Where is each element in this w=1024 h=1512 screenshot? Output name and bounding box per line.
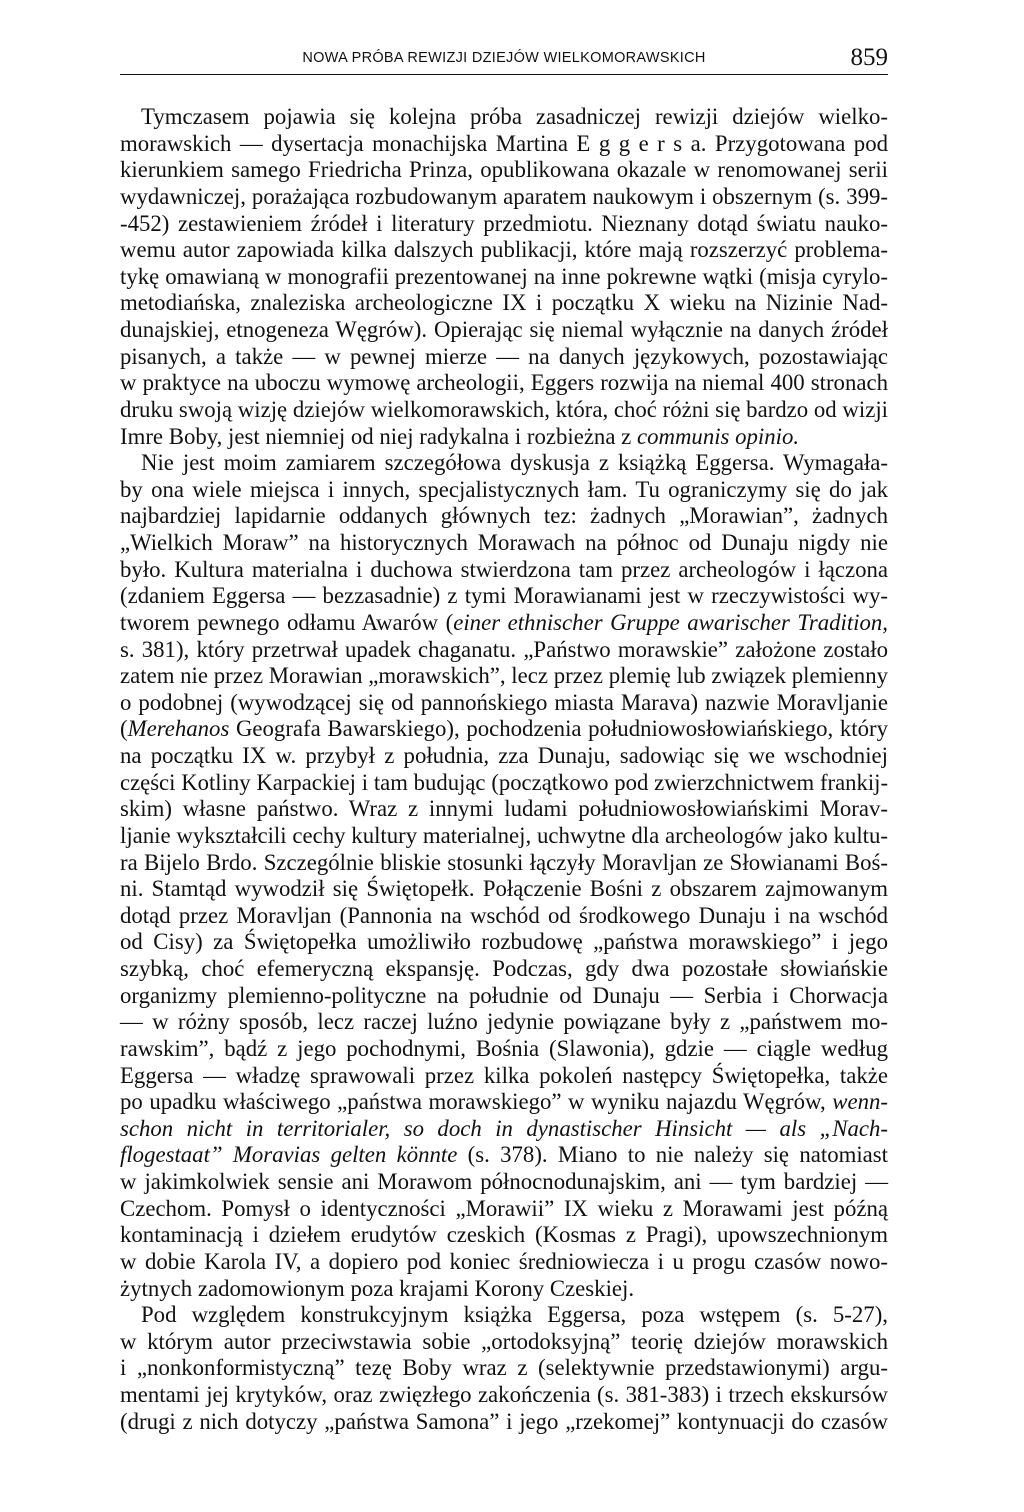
text-line: Nie jest moim zamiarem szczegółowa dyskusja z książką Eggersa. Wymagała- — [141, 450, 888, 476]
text-run: Imre Boby, jest niemniej od niej radykalna i rozbieżna z — [120, 423, 637, 449]
text-line: rawskim”, bądź z jego pochodnymi, Bośnia (Slawonia), gdzie — ciągle według — [120, 1035, 888, 1061]
text-line: pisanych, a także — w pewnej mierze — na danych językowych, pozostawiając — [120, 343, 888, 369]
text-line: tykę omawianą w monografii prezentowanej na inne pokrewne wątki (misja cyrylo- — [120, 263, 888, 289]
german-quote: schon nicht in territorialer, so doch in dynastischer Hinsicht — als „Nach- — [120, 1115, 888, 1141]
text-line: szybką, choć efemeryczną ekspansję. Podczas, gdy dwa pozostałe słowiańskie — [120, 956, 888, 981]
text-line: -452) zestawieniem źródeł i literatury przedmiotu. Nieznany dotąd światu nauko- — [120, 210, 888, 236]
german-quote: wenn- — [832, 1089, 888, 1115]
text-line: — w różny sposób, lecz raczej luźno jedynie powiązane były z „państwem mo- — [120, 1009, 888, 1035]
text-line: kierunkiem samego Friedricha Prinza, opublikowana okazale w renomowanej serii — [120, 157, 888, 183]
latin-phrase: communis opinio. — [636, 423, 800, 449]
text-run: Geografa Bawarskiego), pochodzenia południowosłowiańskiego, który — [229, 716, 888, 742]
text-run: tworem pewnego odłamu Awarów ( — [120, 609, 454, 635]
text-line: wemu autor zapowiada kilka dalszych publikacji, które mają rozszerzyć problema- — [120, 237, 888, 263]
text-line — [120, 424, 888, 451]
text-run: po upadku właściwego „państwa morawskiego” w wyniku najazdu Węgrów, — [120, 1089, 833, 1115]
text-line: w dobie Karola IV, a dopiero pod koniec średniowiecza i u progu czasów nowo- — [120, 1248, 888, 1274]
text-line: wydawniczej, porażająca rozbudowanym aparatem naukowym i obszernym (s. 399- — [120, 183, 888, 209]
text-line: kontaminacją i dziełem erudytów czeskich (Kosmas z Pragi), upowszechnionym — [120, 1222, 888, 1248]
text-line: morawskich — dysertacja monachijska Martina E g g e r s a. Przygotowana pod — [120, 130, 888, 156]
text-line: dotąd przez Moravljan (Pannonia na wschód od środkowego Dunaju i na wschód — [120, 902, 888, 928]
paragraph-3 — [120, 1302, 888, 1435]
text-line: od Cisy) za Świętopełka umożliwiło rozbudowę „państwa morawskiego” i jego — [120, 929, 888, 955]
text-line: (zdaniem Eggersa — bezzasadnie) z tymi Morawianami jest w rzeczywistości wy- — [120, 583, 888, 609]
text-line: dunajskiej, etnogeneza Węgrów). Opierając się niemal wyłącznie na danych źródeł — [120, 317, 888, 342]
text-line — [120, 1116, 888, 1143]
paragraph-1 — [120, 104, 888, 450]
german-quote: einer ethnischer Gruppe awarischer Tradition, — [453, 609, 888, 635]
page-header — [120, 44, 888, 75]
text-line: było. Kultura materialna i duchowa stwierdzona tam przez archeologów i łączona — [120, 556, 888, 582]
text-line: w praktyce na uboczu wymowę archeologii, Eggers rozwija na niemal 400 stronach — [120, 370, 888, 396]
text-line — [120, 1089, 888, 1116]
text-line: najbardziej lapidarnie oddanych głównych tez: żadnych „Morawian”, żadnych — [120, 503, 888, 529]
text-line: by ona wiele miejsca i innych, specjalistycznych łam. Tu ograniczymy się do jak — [120, 476, 888, 502]
text-line: Eggersa — władzę sprawowali przez kilka pokoleń następcy Świętopełka, także — [120, 1062, 888, 1088]
text-line: ni. Stamtąd wywodził się Świętopełk. Połączenie Bośni z obszarem zajmowanym — [120, 876, 888, 902]
text-line: w jakimkolwiek sensie ani Morawom północnodunajskim, ani — tym bardziej — — [120, 1169, 888, 1194]
text-line: Czechom. Pomysł o identyczności „Morawii” IX wieku z Morawami jest późną — [120, 1195, 888, 1221]
text-line: (drugi z nich dotyczy „państwa Samona” i jego „rzekomej” kontynuacji do czasów — [120, 1408, 888, 1434]
text-line: części Kotliny Karpackiej i tam budując (początkowo pod zwierzchnictwem frankij- — [120, 769, 888, 795]
text-line: s. 381), który przetrwał upadek chaganatu. „Państwo morawskie” założone zostało — [120, 636, 888, 662]
text-line: druku swoją wizję dziejów wielkomorawskich, która, choć różni się bardzo od wizji — [120, 396, 888, 422]
text-line: organizmy plemienno-polityczne na południe od Dunaju — Serbia i Chorwacja — [120, 982, 888, 1008]
text-line: „Wielkich Moraw” na historycznych Morawach na północ od Dunaju nigdy nie — [120, 530, 888, 555]
text-line: ljanie wykształcili cechy kultury materialnej, uchwytne dla archeologów jako kultu- — [120, 822, 888, 848]
text-line: mentami jej krytyków, oraz zwięzłego zakończenia (s. 381-383) i trzech ekskursów — [120, 1382, 888, 1407]
german-quote: flogestaat” Moravias gelten könnte — [120, 1142, 458, 1168]
paragraph-2 — [120, 450, 888, 1302]
text-line: skim) własne państwo. Wraz z innymi ludami południowosłowiańskimi Morav- — [120, 796, 888, 822]
text-line: żytnych zadomowionym poza krajami Korony Czeskiej. — [120, 1275, 635, 1301]
text-line — [120, 610, 888, 637]
text-line: (Merehanos Geografa Bawarskiego), pochodzenia południowosłowiańskiego, który — [120, 716, 888, 742]
text-line: na początku IX w. przybył z południa, zza Dunaju, sadowiąc się we wschodniej — [120, 743, 888, 768]
text-line — [120, 1142, 888, 1169]
latin-name: Merehanos — [127, 716, 230, 742]
text-line: o podobnej (wywodzącej się od pannońskiego miasta Marava) nazwie Moravljanie — [120, 689, 888, 715]
text-line: Tymczasem pojawia się kolejna próba zasadniczej rewizji dziejów wielko- — [141, 104, 888, 129]
text-run: (s. 378). Miano to nie należy się natomiast — [457, 1142, 888, 1168]
running-title: NOWA PRÓBA REWIZJI DZIEJÓW WIELKOMORAWSKICH — [302, 50, 706, 66]
text-line: metodiańska, znaleziska archeologiczne IX i początku X wieku na Nizinie Nad- — [120, 290, 888, 316]
page-number: 859 — [850, 44, 888, 71]
text-line: Pod względem konstrukcyjnym książka Eggersa, poza wstępem (s. 5-27), — [141, 1302, 888, 1328]
text-line: zatem nie przez Morawian „morawskich”, lecz przez plemię lub związek plemienny — [120, 663, 888, 689]
text-line: w którym autor przeciwstawia sobie „ortodoksyjną” teorię dziejów morawskich — [120, 1328, 888, 1354]
text-line: ra Bijelo Brdo. Szczególnie bliskie stosunki łączyły Moravljan ze Słowianami Boś- — [120, 849, 888, 875]
body-text — [120, 104, 888, 1435]
text-line: i „nonkonformistyczną” tezę Boby wraz z (selektywnie przedstawionymi) argu- — [120, 1355, 888, 1381]
